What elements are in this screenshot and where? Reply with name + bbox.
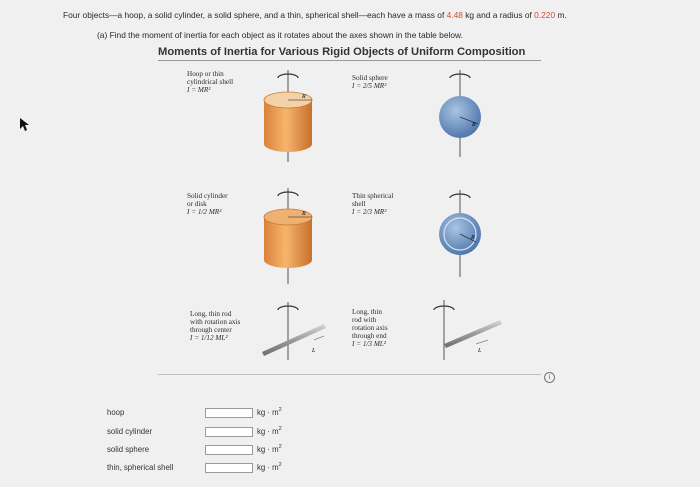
answer-input-solid-sphere[interactable] (205, 445, 253, 455)
rod-center-length-label: L (312, 348, 316, 354)
figure-graphics (166, 62, 540, 362)
hoop-formula: I = MR² (187, 86, 211, 94)
rod-end-length-label: L (478, 348, 482, 354)
table-title: Moments of Inertia for Various Rigid Objects of Uniform Composition (158, 46, 526, 58)
hoop-drawing (264, 70, 312, 162)
sphere-formula: I = 2/5 MR² (352, 82, 387, 90)
info-icon[interactable]: i (544, 372, 555, 383)
question-text: Four objects—a hoop, a solid cylinder, a solid sphere, and a thin, spherical shell—each have a mass of 4.48 kg and a radius of 0.220 m. (63, 10, 567, 20)
answer-label-solid-sphere: solid sphere (107, 445, 150, 454)
cylinder-radius-label: R (302, 211, 306, 217)
part-a-text: (a) Find the moment of inertia for each object as it rotates about the axes shown in the table below. (97, 30, 463, 40)
mass-value: 4.48 (446, 10, 463, 20)
radius-value: 0.220 (534, 10, 556, 20)
moments-figure (166, 62, 540, 362)
title-divider (158, 60, 541, 61)
section-divider (158, 374, 541, 375)
answer-input-solid-cylinder[interactable] (205, 427, 253, 437)
answer-unit-solid-cylinder: kg · $m^2$ (257, 426, 282, 436)
hoop-radius-label: R (302, 94, 306, 100)
shell-radius-label: R (471, 235, 475, 241)
rod-end-caption: Long, thin rod with rotation axis through end I = 1/3 ML² (352, 308, 388, 348)
shell-caption: Thin spherical shell I = 2/3 MR² (352, 192, 394, 216)
rod-end-formula: I = 1/3 ML² (352, 340, 386, 348)
hoop-caption: Hoop or thin cylindrical shell I = MR² (187, 70, 234, 94)
rod-center-formula: I = 1/12 ML² (190, 334, 228, 342)
rod-center-drawing (262, 302, 326, 360)
solid-cylinder-drawing (264, 188, 312, 284)
answer-label-hoop: hoop (107, 408, 125, 417)
answer-unit-thin-spherical-shell: kg · $m^2$ (257, 462, 282, 472)
rod-end-drawing (434, 300, 502, 360)
answer-unit-solid-sphere: kg · $m^2$ (257, 444, 282, 454)
shell-formula: I = 2/3 MR² (352, 208, 387, 216)
rod-center-caption: Long, thin rod with rotation axis through center I = 1/12 ML² (190, 310, 241, 342)
sphere-caption: Solid sphere I = 2/5 MR² (352, 74, 388, 90)
answer-unit-hoop: kg · $m^2$ (257, 407, 282, 417)
answer-label-solid-cylinder: solid cylinder (107, 427, 153, 436)
answer-input-hoop[interactable] (205, 408, 253, 418)
answer-input-thin-spherical-shell[interactable] (205, 463, 253, 473)
cylinder-caption: Solid cylinder or disk I = 1/2 MR² (187, 192, 228, 216)
sphere-radius-label: R (472, 122, 476, 128)
spherical-shell-drawing (439, 190, 481, 277)
solid-sphere-drawing (439, 70, 481, 157)
mouse-cursor-icon (20, 118, 30, 132)
cylinder-formula: I = 1/2 MR² (187, 208, 222, 216)
answer-label-thin-spherical-shell: thin, spherical shell (107, 463, 174, 472)
